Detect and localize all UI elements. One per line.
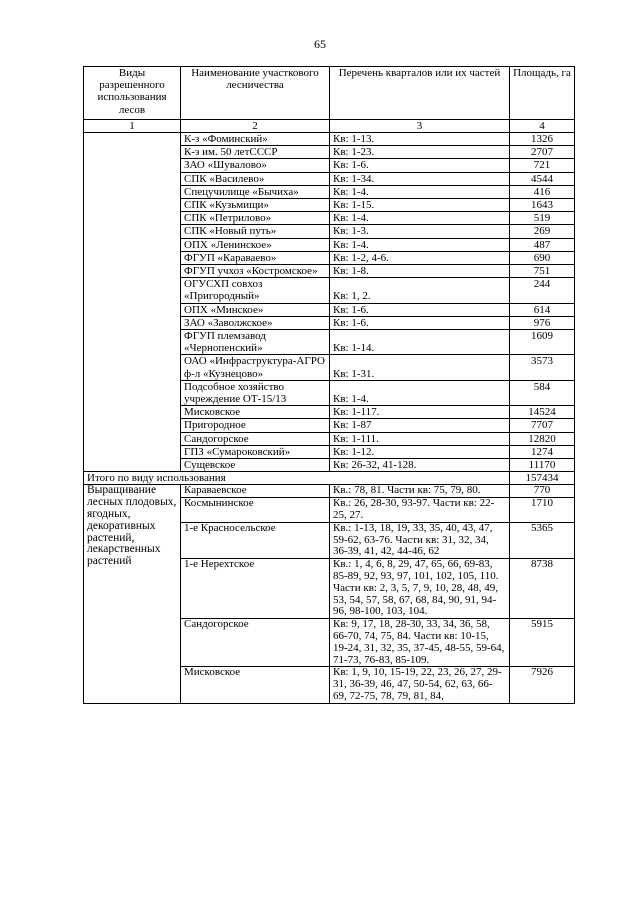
- header-use-type: Виды разрешенного использования лесов: [84, 67, 181, 120]
- area-value: 11170: [510, 459, 575, 472]
- forestry-name: СПК «Василево»: [181, 172, 330, 185]
- area-value: 7926: [510, 667, 575, 703]
- forestry-name: ГПЗ «Сумароковский»: [181, 445, 330, 458]
- forestry-name: 1-е Красносельское: [181, 522, 330, 558]
- forestry-name: Пригородное: [181, 419, 330, 432]
- area-value: 7707: [510, 419, 575, 432]
- forestry-name: ФГУП «Караваево»: [181, 251, 330, 264]
- quarters-list: Кв: 1-4.: [330, 212, 510, 225]
- forestry-name: Сандогорское: [181, 432, 330, 445]
- quarters-list: Кв: 1-117.: [330, 406, 510, 419]
- column-number: 4: [510, 120, 575, 133]
- quarters-list: Кв.: 26, 28-30, 93-97. Части кв: 22-25, 27.: [330, 498, 510, 523]
- quarters-list: Кв: 1-15.: [330, 199, 510, 212]
- quarters-list: Кв: 1-2, 4-6.: [330, 251, 510, 264]
- area-value: 5365: [510, 522, 575, 558]
- total-label: Итого по виду использования: [84, 472, 510, 485]
- area-value: 4544: [510, 172, 575, 185]
- forestry-name: Караваевское: [181, 485, 330, 498]
- area-value: 614: [510, 303, 575, 316]
- quarters-list: Кв: 1-3.: [330, 225, 510, 238]
- area-value: 12820: [510, 432, 575, 445]
- forestry-name: ОГУСХП совхоз «Пригородный»: [181, 278, 330, 303]
- area-value: 584: [510, 380, 575, 405]
- area-value: 976: [510, 316, 575, 329]
- area-value: 770: [510, 485, 575, 498]
- forestry-name: ФГУП учхоз «Костромское»: [181, 265, 330, 278]
- area-value: 487: [510, 238, 575, 251]
- quarters-list: Кв: 1-6.: [330, 316, 510, 329]
- quarters-list: Кв: 1, 9, 10, 15-19, 22, 23, 26, 27, 29-31, 36-39, 46, 47, 50-54, 62, 63, 66-69, 72-75, 78, 79, 81, 84,: [330, 667, 510, 703]
- table-row: [84, 133, 575, 146]
- area-value: 3573: [510, 355, 575, 380]
- forestry-name: ОПХ «Минское»: [181, 303, 330, 316]
- quarters-list: Кв: 1-4.: [330, 185, 510, 198]
- page-number: 65: [314, 37, 326, 51]
- quarters-list: Кв: 1-111.: [330, 432, 510, 445]
- forestry-name: Мисковское: [181, 667, 330, 703]
- area-value: 1609: [510, 330, 575, 355]
- area-value: 721: [510, 159, 575, 172]
- header-quarters: Перечень кварталов или их частей: [330, 67, 510, 120]
- quarters-list: Кв: 1-4.: [330, 380, 510, 405]
- header-area: Площадь, га: [510, 67, 575, 120]
- area-value: 244: [510, 278, 575, 303]
- area-value: 269: [510, 225, 575, 238]
- use-type-cell-empty: [84, 133, 181, 472]
- area-value: 1710: [510, 498, 575, 523]
- quarters-list: Кв: 1-8.: [330, 265, 510, 278]
- quarters-list: Кв: 1-6.: [330, 159, 510, 172]
- use-type-name: Выращивание лесных плодовых, ягодных, декоративных растений, лекарственных растений: [84, 485, 181, 703]
- forestry-name: К-з им. 50 летСССР: [181, 146, 330, 159]
- column-number: 1: [84, 120, 181, 133]
- total-row: [84, 472, 575, 485]
- forestry-name: Мисковское: [181, 406, 330, 419]
- forestry-name: СПК «Петрилово»: [181, 212, 330, 225]
- forestry-name: ЗАО «Заволжское»: [181, 316, 330, 329]
- area-value: 690: [510, 251, 575, 264]
- forestry-name: Сандогорское: [181, 619, 330, 667]
- column-number-row: [84, 120, 575, 133]
- quarters-list: Кв: 1-6.: [330, 303, 510, 316]
- quarters-list: Кв: 1-14.: [330, 330, 510, 355]
- area-value: 1643: [510, 199, 575, 212]
- column-number: 3: [330, 120, 510, 133]
- quarters-list: Кв: 1-13.: [330, 133, 510, 146]
- area-value: 519: [510, 212, 575, 225]
- area-value: 14524: [510, 406, 575, 419]
- total-value: 157434: [510, 472, 575, 485]
- forestry-name: Сущевское: [181, 459, 330, 472]
- quarters-list: Кв: 1-4.: [330, 238, 510, 251]
- forestry-name: ЗАО «Шувалово»: [181, 159, 330, 172]
- area-value: 1274: [510, 445, 575, 458]
- forestry-name: СПК «Кузьмищи»: [181, 199, 330, 212]
- forestry-name: СПК «Новый путь»: [181, 225, 330, 238]
- header-forestry-name: Наименование участкового лесничества: [181, 67, 330, 120]
- area-value: 5915: [510, 619, 575, 667]
- quarters-list: Кв: 1-34.: [330, 172, 510, 185]
- forestry-name: ОАО «Инфраструктура-АГРО ф-л «Кузнецово»: [181, 355, 330, 380]
- forestry-name: ОПХ «Ленинское»: [181, 238, 330, 251]
- quarters-list: Кв: 1-23.: [330, 146, 510, 159]
- table-row: [84, 485, 575, 498]
- area-value: 416: [510, 185, 575, 198]
- quarters-list: Кв: 26-32, 41-128.: [330, 459, 510, 472]
- quarters-list: Кв: 1-31.: [330, 355, 510, 380]
- area-value: 2707: [510, 146, 575, 159]
- forest-use-table: [83, 66, 575, 704]
- quarters-list: Кв: 1-87: [330, 419, 510, 432]
- forestry-name: 1-е Нерехтское: [181, 559, 330, 619]
- quarters-list: Кв: 1, 2.: [330, 278, 510, 303]
- group1-body: [84, 133, 575, 472]
- column-number: 2: [181, 120, 330, 133]
- area-value: 1326: [510, 133, 575, 146]
- forestry-name: К-з «Фоминский»: [181, 133, 330, 146]
- quarters-list: Кв: 1-12.: [330, 445, 510, 458]
- area-value: 751: [510, 265, 575, 278]
- quarters-list: Кв.: 78, 81. Части кв: 75, 79, 80.: [330, 485, 510, 498]
- quarters-list: Кв.: 1, 4, 6, 8, 29, 47, 65, 66, 69-83, 85-89, 92, 93, 97, 101, 102, 105, 110. Части кв: 2, 3, 5, 7, 9, 10, 28, 48, 49, 53, 54, 57, 58, 67, 68, 84, 90, 91, 94-96, 98-100, 103, 104.: [330, 559, 510, 619]
- area-value: 8738: [510, 559, 575, 619]
- group2-body: [84, 485, 575, 703]
- forestry-name: Подсобное хозяйство учреждение ОТ-15/13: [181, 380, 330, 405]
- quarters-list: Кв.: 1-13, 18, 19, 33, 35, 40, 43, 47, 59-62, 63-76. Части кв: 31, 32, 34, 36-39, 41, 42, 44-46, 62: [330, 522, 510, 558]
- forestry-name: ФГУП племзавод «Чернопенский»: [181, 330, 330, 355]
- quarters-list: Кв: 9, 17, 18, 28-30, 33, 34, 36, 58, 66-70, 74, 75, 84. Части кв: 10-15, 19-24, 31, 32, 35, 37-45, 48-55, 59-64, 71-73, 76-83, 85-109.: [330, 619, 510, 667]
- forestry-name: Космынинское: [181, 498, 330, 523]
- table-header-row: [84, 67, 575, 120]
- forestry-name: Спецучилище «Бычиха»: [181, 185, 330, 198]
